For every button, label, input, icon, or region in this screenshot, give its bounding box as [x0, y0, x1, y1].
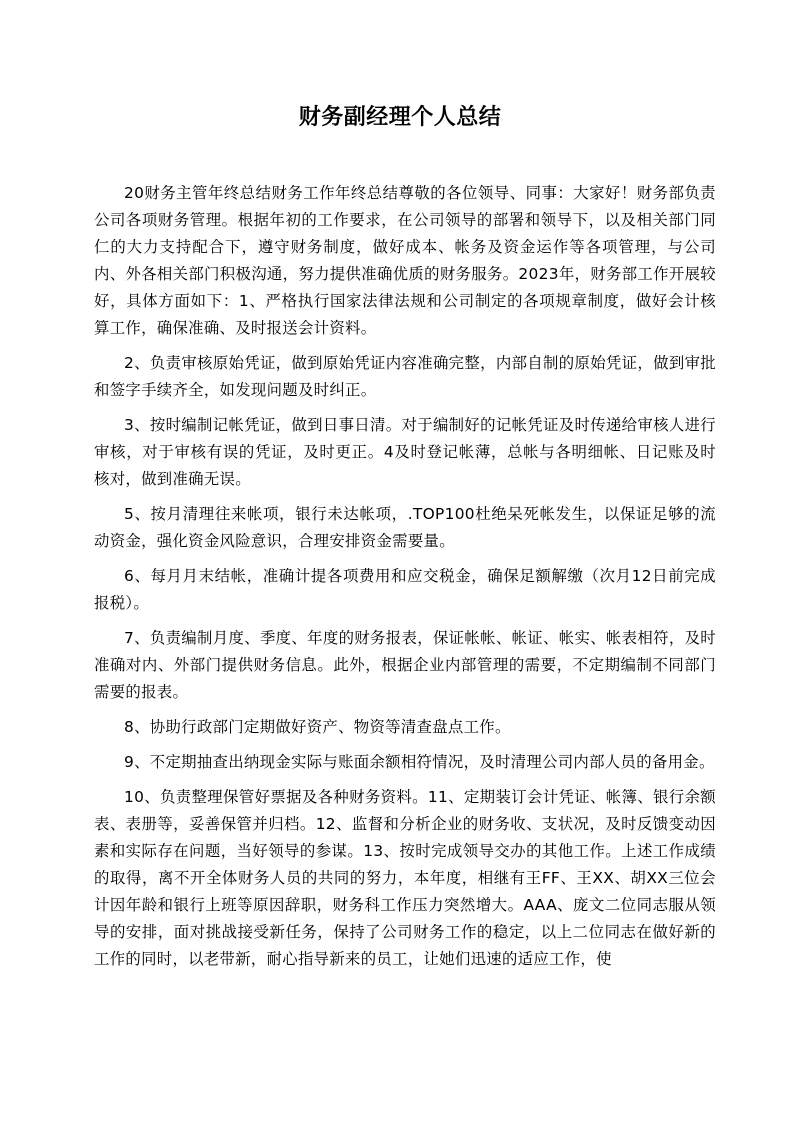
- paragraph: 9、不定期抽查出纳现金实际与账面余额相符情况，及时清理公司内部人员的备用金。: [124, 753, 715, 771]
- page-title: 财务副经理个人总结: [298, 105, 502, 130]
- paragraph: 2、负责审核原始凭证，做到原始凭证内容准确完整，内部自制的原始凭证，做到审批和签字手续齐全，如发现问题及时纠正。: [94, 354, 716, 399]
- paragraph: 3、按时编制记帐凭证，做到日事日清。对于编制好的记帐凭证及时传递给审核人进行审核，对于审核有误的凭证，及时更正。4及时登记帐薄，总帐与各明细帐、日记账及时核对，做到准确无误。: [94, 416, 716, 488]
- paragraph: 8、协助行政部门定期做好资产、物资等清查盘点工作。: [124, 718, 511, 736]
- paragraph: 5、按月清理往来帐项，银行未达帐项，.TOP100杜绝呆死帐发生，以保证足够的流动资金，强化资金风险意识，合理安排资金需要量。: [94, 505, 716, 550]
- paragraph: 6、每月月末结帐，准确计提各项费用和应交税金，确保足额解缴（次月12日前完成报税）。: [94, 567, 716, 612]
- paragraph: 7、负责编制月度、季度、年度的财务报表，保证帐帐、帐证、帐实、帐表相符，及时准确对内、外部门提供财务信息。此外，根据企业内部管理的需要，不定期编制不同部门需要的报表。: [94, 629, 716, 701]
- document-body: [94, 180, 716, 981]
- paragraph: 20财务主管年终总结财务工作年终总结尊敬的各位领导、同事：大家好！财务部负责公司各项财务管理。根据年初的工作要求，在公司领导的部署和领导下，以及相关部门同仁的大力支持配合下，遵守财务制度，做好成本、帐务及资金运作等各项管理，与公司内、外各相关部门积极沟通，努力提供准确优质的财务服务。2023年，财务部工作开展较好，具体方面如下：1、严格执行国家法律法规和公司制定的各项规章制度，做好会计核算工作，确保准确、及时报送会计资料。: [94, 184, 716, 337]
- paragraph: 10、负责整理保管好票据及各种财务资料。11、定期装订会计凭证、帐簿、银行余额表、表册等，妥善保管并归档。12、监督和分析企业的财务收、支状况，及时反馈变动因素和实际存在问题，当好领导的参谋。13、按时完成领导交办的其他工作。上述工作成绩的取得，离不开全体财务人员的共同的努力，本年度，相继有王FF、王XX、胡XX三位会计因年龄和银行上班等原因辞职，财务科工作压力突然增大。AAA、庞文二位同志服从领导的安排，面对挑战接受新任务，保持了公司财务工作的稳定，以上二位同志在做好新的工作的同时，以老带新，耐心指导新来的员工，让她们迅速的适应工作，使: [94, 788, 716, 968]
